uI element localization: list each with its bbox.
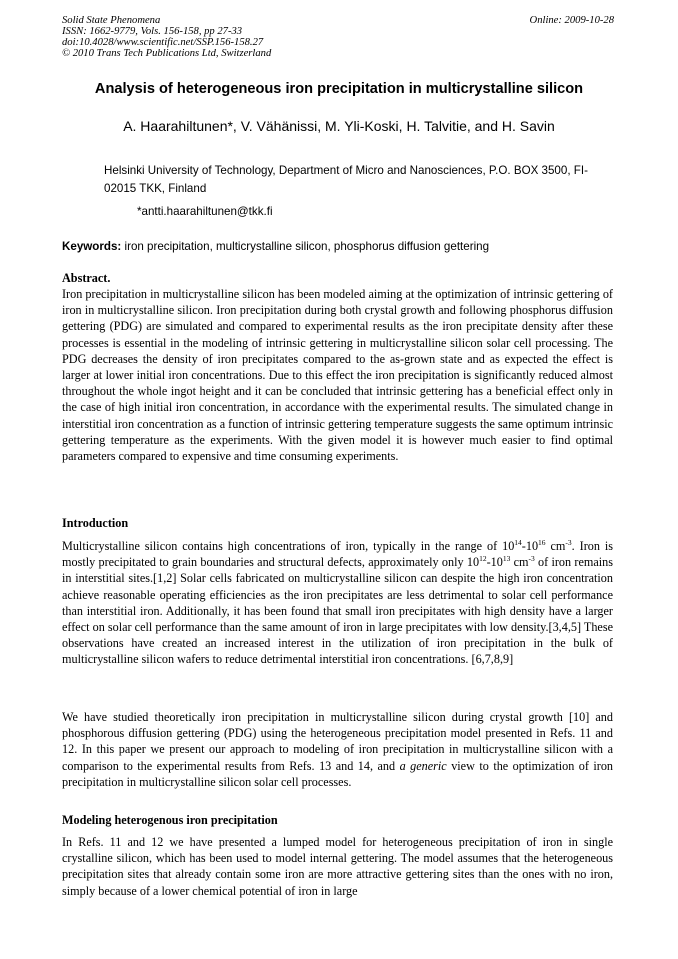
superscript: -3 [565, 538, 572, 547]
journal-name: Solid State Phenomena [62, 15, 161, 26]
superscript: -3 [528, 554, 535, 564]
keywords [62, 240, 622, 253]
text-run: We have studied theoretically iron precipitation in multicrystalline silicon during crystal growth [10] and phosphorous diffusion gettering (PDG) using the heterogeneous precipitation model presented in Refs. 11 and 12. In this paper we present our approach to modeling of iron precipitation in multicrystalline silicon with a comparison to the experimental results from Refs. 13 and 14, and [62, 710, 613, 773]
text-run: . Iron is mostly precipitated to grain boundaries and structural defects, approximately only 10 [62, 539, 614, 570]
superscript: 13 [502, 554, 511, 564]
keywords-label: Keywords: [62, 240, 122, 253]
superscript: 14 [514, 538, 522, 547]
journal-copyright: © 2010 Trans Tech Publications Ltd, Switzerland [62, 48, 272, 59]
modeling-heading: Modeling heterogenous iron precipitation [62, 813, 278, 827]
text-run: view to the optimization of iron precipitation in multicrystalline silicon solar cell processes. [62, 758, 614, 789]
text-run: cm [510, 555, 529, 570]
abstract-heading: Abstract. [62, 271, 111, 285]
journal-doi: doi:10.4028/www.scientific.net/SSP.156-158.27 [62, 37, 264, 48]
text-run: -10 [486, 555, 503, 570]
text-run: cm [545, 539, 566, 553]
paper-title: Analysis of heterogeneous iron precipitation in multicrystalline silicon [94, 81, 584, 97]
journal-header [62, 15, 271, 59]
text-run: -10 [521, 539, 539, 553]
affiliation: Helsinki University of Technology, Department of Micro and Nanosciences, P.O. BOX 3500, FI-02015 TKK, Finland [104, 164, 588, 195]
journal-issn: ISSN: 1662-9779, Vols. 156-158, pp 27-33 [62, 26, 243, 37]
introduction-heading: Introduction [62, 516, 129, 530]
modeling-paragraph-1: In Refs. 11 and 12 we have presented a lumped model for heterogeneous precipitation of iron in single crystalline silicon, which has been used to model internal gettering. The model assumes that the heterogeneous precipitation sites that already contain some iron are more attractive gettering sites than the ones with no iron, simply because of a lower chemical potential of iron in large [62, 835, 613, 898]
author-list: A. Haarahiltunen*, V. Vähänissi, M. Yli-Koski, H. Talvitie, and H. Savin [123, 118, 555, 134]
text-run: of iron remains in interstitial sites.[1,2] Solar cells fabricated on multicrystalline silicon can despite the high iron concentration achieve reasonable operating efficiencies as the iron precipitates are less detrimental to solar cell performance than interstitial iron. Additionally, it has been found that small iron precipitates with high density have a larger effect on solar cell performance than the same amount of iron in large precipitates with low density.[3,4,5] These observations have created an increased interest in the utilization of iron precipitation in the bulk of multicrystalline silicon wafers to reduce detrimental interstitial iron concentrations. [6,7,8,9] [62, 555, 613, 667]
keywords-text: iron precipitation, multicrystalline silicon, phosphorus diffusion gettering [121, 240, 490, 253]
contact-email: *antti.haarahiltunen@tkk.fi [137, 205, 273, 218]
online-date: Online: 2009-10-28 [529, 15, 614, 26]
introduction-paragraph-2 [62, 709, 613, 790]
abstract-body: Iron precipitation in multicrystalline silicon has been modeled aiming at the optimization of intrinsic gettering of iron in multicrystalline silicon. Iron precipitation during both crystal growth and following phosphorus diffusion gettering (PDG) are simulated and compared to experimental results as the iron precipitate density after these processes is essential in the modeling of intrinsic gettering in multicrystalline silicon solar cell processing. The PDG decreases the density of iron precipitates compared to the as-grown state and as expected the effect is larger at lower initial iron concentrations. Due to this effect the iron precipitation is significantly reduced almost throughout the whole ingot height and it can be concluded that intrinsic gettering has a beneficial effect only in the case of high initial iron concentration, in accordance with the experimental results. The simulated change in interstitial iron concentration as a function of intrinsic gettering temperature suggests the same optimum intrinsic gettering temperature as the experiments. With the given model it is however much easier to find optimal parameters compared to expensive and time consuming experiments. [62, 287, 614, 464]
italic-text: a generic [399, 758, 447, 773]
superscript: 12 [479, 554, 487, 564]
text-run: Multicrystalline silicon contains high concentrations of iron, typically in the range of 10 [62, 539, 515, 553]
introduction-paragraph-1 [62, 538, 613, 668]
superscript: 16 [538, 538, 546, 547]
